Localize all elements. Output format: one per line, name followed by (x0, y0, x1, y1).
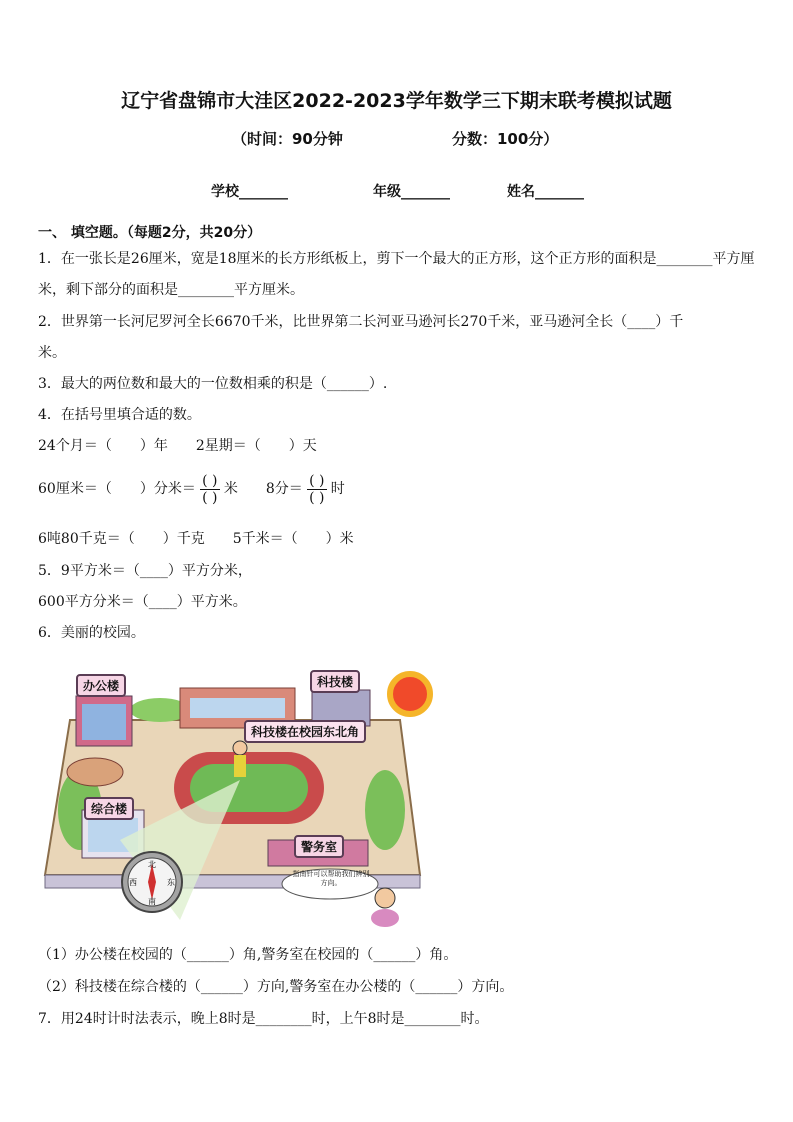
question-6: 6．美丽的校园。 (38, 625, 145, 641)
page-title: 辽宁省盘锦市大洼区2022-2023学年数学三下期末联考模拟试题 (121, 90, 672, 112)
girl-dress (371, 909, 399, 927)
fraction-2 (307, 473, 327, 506)
label-tech-building: 科技楼 (310, 670, 360, 693)
name-field[interactable]: 姓名_______ (507, 184, 584, 200)
speech-bubble-text: 指南针可以帮助我们辨别方向。 (292, 870, 370, 887)
compass-east-label: 东 (167, 878, 175, 887)
fraction-2-denominator: ( ) (309, 489, 325, 506)
label-police-room: 警务室 (294, 835, 344, 858)
question-5-line-2: 600平方分米＝（____）平方米。 (38, 594, 247, 610)
child-body (234, 755, 246, 777)
question-4-row-c: 6吨80千克＝（ ）千克 5千米＝（ ）米 (38, 531, 354, 547)
question-6-1: （1）办公楼在校园的（______）角,警务室在校园的（______）角。 (38, 947, 458, 963)
label-tech-note: 科技楼在校园东北角 (244, 720, 366, 743)
compass-west-label: 西 (129, 878, 137, 887)
question-4-row-b (38, 467, 345, 511)
q4b-part1: 60厘米＝（ ）分米＝ (38, 481, 196, 497)
section-heading: 一、 填空题。（每题2分，共20分） (38, 225, 262, 241)
compass-south-label: 南 (148, 897, 156, 906)
campus-illustration (40, 660, 440, 932)
compass-north-label: 北 (148, 860, 156, 869)
office-windows (82, 704, 126, 740)
question-1-line-1: 1．在一张长是26厘米，宽是18厘米的长方形纸板上，剪下一个最大的正方形，这个正方形的面积是________平方厘 (38, 251, 755, 267)
question-3: 3．最大的两位数和最大的一位数相乘的积是（______）. (38, 376, 388, 392)
sun-icon (390, 674, 430, 714)
question-7: 7．用24时计时法表示，晚上8时是________时，上午8时是________时。 (38, 1011, 489, 1027)
q4b-part2: 米 8分＝ (223, 481, 303, 497)
grade-field[interactable]: 年级_______ (373, 184, 450, 200)
rotunda (67, 758, 123, 786)
campus-map-graphic (40, 660, 440, 932)
child-head (233, 741, 247, 755)
question-5-line-1: 5．9平方米＝（____）平方分米， (38, 563, 252, 579)
question-4: 4．在括号里填合适的数。 (38, 407, 201, 423)
label-complex-building: 综合楼 (84, 797, 134, 820)
school-field[interactable]: 学校_______ (211, 184, 288, 200)
question-4-row-a: 24个月＝（ ）年 2星期＝（ ）天 (38, 438, 317, 454)
fraction-1-numerator: ( ) (202, 472, 218, 489)
fraction-1 (200, 473, 220, 506)
question-1-line-2: 米，剩下部分的面积是________平方厘米。 (38, 282, 304, 298)
trees-right (365, 770, 405, 850)
question-2-line-2: 米。 (38, 345, 66, 361)
label-office-building: 办公楼 (76, 674, 126, 697)
girl-head (375, 888, 395, 908)
fraction-2-numerator: ( ) (309, 472, 325, 489)
exam-time: （时间：90分钟 (232, 130, 343, 148)
question-6-2: （2）科技楼在综合楼的（______）方向,警务室在办公楼的（______）方向。 (38, 979, 514, 995)
fraction-1-denominator: ( ) (202, 489, 218, 506)
question-2-line-1: 2．世界第一长河尼罗河全长6670千米，比世界第二长河亚马逊河长270千米，亚马逊河全长（____）千 (38, 314, 684, 330)
main-building-windows (190, 698, 285, 718)
q4b-part3: 时 (330, 481, 345, 497)
exam-score: 分数：100分） (452, 130, 559, 148)
